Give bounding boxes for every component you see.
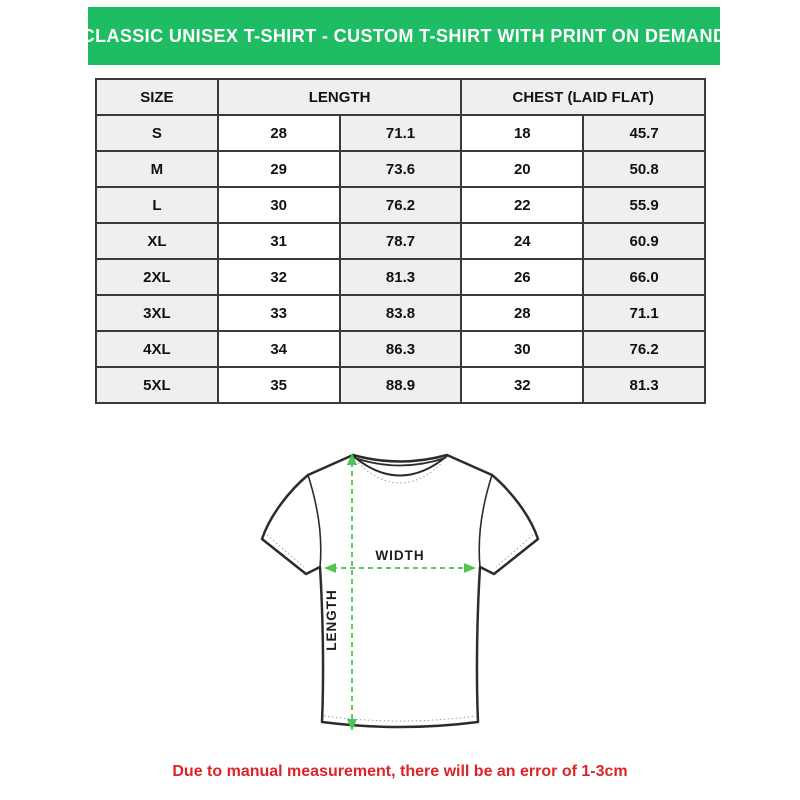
- cell-length-cm: 71.1: [340, 115, 462, 151]
- table-row: [96, 367, 705, 403]
- cell-chest-cm: 55.9: [583, 187, 705, 223]
- cell-size: M: [96, 151, 218, 187]
- width-label: WIDTH: [375, 548, 425, 563]
- product-title-banner: [81, 7, 727, 65]
- cell-length-in: 28: [218, 115, 340, 151]
- cell-length-in: 30: [218, 187, 340, 223]
- cell-chest-in: 30: [461, 331, 583, 367]
- cell-chest-in: 28: [461, 295, 583, 331]
- table-row: [96, 295, 705, 331]
- cell-chest-in: 32: [461, 367, 583, 403]
- table-row: [96, 151, 705, 187]
- cell-chest-cm: 45.7: [583, 115, 705, 151]
- tshirt-illustration-icon: [240, 435, 560, 755]
- table-row: [96, 331, 705, 367]
- cell-size: 2XL: [96, 259, 218, 295]
- cell-chest-in: 24: [461, 223, 583, 259]
- header-size: SIZE: [96, 79, 218, 115]
- tshirt-measurement-diagram: [240, 435, 560, 755]
- cell-chest-in: 18: [461, 115, 583, 151]
- cell-chest-cm: 50.8: [583, 151, 705, 187]
- cell-size: L: [96, 187, 218, 223]
- cell-chest-cm: 71.1: [583, 295, 705, 331]
- cell-size: 4XL: [96, 331, 218, 367]
- cell-chest-cm: 81.3: [583, 367, 705, 403]
- cell-length-cm: 78.7: [340, 223, 462, 259]
- cell-length-cm: 81.3: [340, 259, 462, 295]
- cell-length-cm: 86.3: [340, 331, 462, 367]
- cell-length-in: 34: [218, 331, 340, 367]
- tshirt-outline: [262, 455, 538, 727]
- table-row: [96, 223, 705, 259]
- cell-length-cm: 88.9: [340, 367, 462, 403]
- cell-length-cm: 73.6: [340, 151, 462, 187]
- header-chest: CHEST (LAID FLAT): [461, 79, 705, 115]
- cell-chest-in: 26: [461, 259, 583, 295]
- cell-size: 5XL: [96, 367, 218, 403]
- cell-size: XL: [96, 223, 218, 259]
- cell-chest-cm: 60.9: [583, 223, 705, 259]
- size-chart-table: [95, 78, 706, 404]
- cell-chest-cm: 66.0: [583, 259, 705, 295]
- measurement-error-note: Due to manual measurement, there will be an error of 1-3cm: [172, 763, 628, 780]
- cell-length-in: 33: [218, 295, 340, 331]
- cell-length-cm: 83.8: [340, 295, 462, 331]
- length-label: LENGTH: [324, 589, 339, 651]
- product-title: CLASSIC UNISEX T-SHIRT - CUSTOM T-SHIRT WITH PRINT ON DEMAND: [81, 25, 727, 46]
- cell-chest-cm: 76.2: [583, 331, 705, 367]
- header-length: LENGTH: [218, 79, 462, 115]
- table-row: [96, 259, 705, 295]
- cell-length-in: 31: [218, 223, 340, 259]
- cell-length-in: 32: [218, 259, 340, 295]
- cell-size: S: [96, 115, 218, 151]
- cell-length-in: 35: [218, 367, 340, 403]
- cell-length-in: 29: [218, 151, 340, 187]
- cell-size: 3XL: [96, 295, 218, 331]
- cell-chest-in: 22: [461, 187, 583, 223]
- cell-chest-in: 20: [461, 151, 583, 187]
- cell-length-cm: 76.2: [340, 187, 462, 223]
- table-row: [96, 115, 705, 151]
- table-row: [96, 187, 705, 223]
- size-table-header-row: [96, 79, 705, 115]
